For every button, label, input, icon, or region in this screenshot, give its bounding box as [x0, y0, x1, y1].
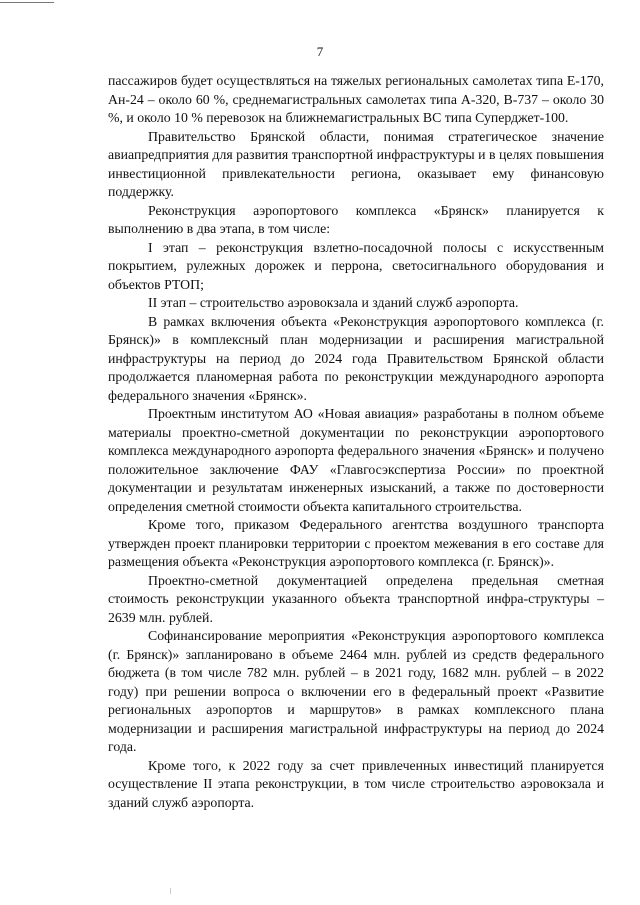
paragraph-stage-two: II этап – строительство аэровокзала и зданий служб аэропорта.: [148, 295, 519, 310]
paragraph-planning-order: Кроме того, приказом Федерального агентства воздушного транспорта утвержден проект планировки территории с проектом межевания в его составе для размещения объекта «Реконструкция аэропортового комплекса (г. Брянск)».: [108, 517, 604, 569]
paragraph-reconstruction-stages: Реконструкция аэропортового комплекса «Брянск» планируется к выполнению в два этапа, в том числе:: [108, 202, 604, 236]
scan-edge-line: [0, 2, 54, 3]
paragraph-stage-one: I этап – реконструкция взлетно-посадочной полосы с искусственным покрытием, рулежных дорожек и перрона, светосигнального оборудования и объектов РТОП;: [108, 239, 604, 292]
paragraph-complex-plan: В рамках включения объекта «Реконструкция аэропортового комплекса (г. Брянск)» в комплексный план модернизации и расширения магистральной инфраструктуры на период до 2024 года Правительством Брянской области продолжается планомерная работа по реконструкции международного аэропорта федерального значения «Брянск».: [108, 313, 604, 403]
paragraph-investments: Кроме того, к 2022 году за счет привлеченных инвестиций планируется осуществление II этапа реконструкции, в том числе строительство аэровокзала и зданий служб аэропорта.: [108, 757, 604, 810]
paragraph-estimated-cost: Проектно-сметной документацией определена предельная сметная стоимость реконструкции указанного объекта транспортной инфра-структуры – 2639 млн. рублей.: [108, 572, 604, 625]
paragraph-government-support: Правительство Брянской области, понимая стратегическое значение авиапредприятия для развития транспортной инфраструктуры и в целях повышения инвестиционной привлекательности региона, оказывает ему финансовую поддержку.: [108, 128, 604, 199]
page-number: 7: [316, 44, 324, 59]
paragraph-cofinancing: Софинансирование мероприятия «Реконструкция аэропортового комплекса (г. Брянск)» запланировано в объеме 2464 млн. рублей из средств федерального бюджета (в том числе 782 млн. рублей – в 2021 году, 1682 млн. рублей – в 2022 году) при решении вопроса о включении его в федеральный проект «Развитие региональных аэропортов и маршрутов» в рамках комплексного плана модернизации и расширения магистральной инфраструктуры на период до 2024 года.: [108, 628, 604, 754]
scan-artifact: [170, 888, 171, 894]
document-body: [108, 72, 604, 812]
paragraph-project-documentation: Проектным институтом АО «Новая авиация» разработаны в полном объеме материалы проектно-сметной документации по реконструкции аэропортового комплекса международного аэропорта федерального значения «Брянск» и получено положительное заключение ФАУ «Главгосэкспертиза России» по проектной документации и результатам инженерных изысканий, а также по достоверности определения сметной стоимости объекта капитального строительства.: [108, 406, 604, 514]
paragraph-continuation: пассажиров будет осуществляться на тяжелых региональных самолетах типа Е-170, Ан-24 – около 60 %, среднемагистральных самолетах типа А-320, В-737 – около 30 %, и около 10 % перевозок на ближнемагистральных ВС типа Суперджет-100.: [108, 73, 604, 125]
